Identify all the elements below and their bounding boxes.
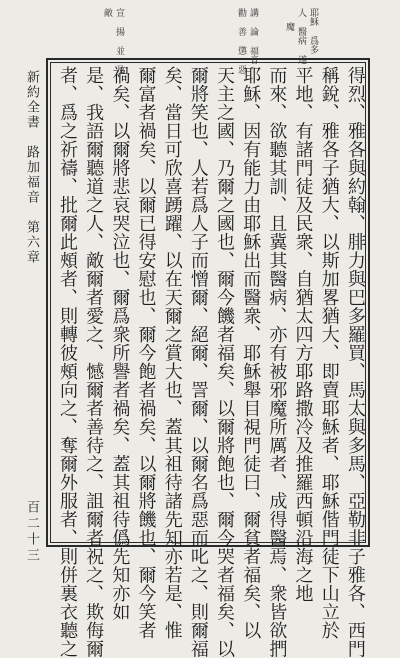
header-note: 勸 善 懲 惡 (236, 8, 246, 74)
text-column: 禍矣、以爾將悲哀哭泣也、爾爲衆所譽者禍矣、蓋其祖待僞先知亦如 (109, 66, 131, 621)
header-annotations (60, 8, 320, 74)
header-note: 敵 (102, 8, 112, 17)
header-note: 人 醫病 遂 (296, 8, 306, 64)
main-text (57, 66, 366, 658)
header-note: 耶穌 爲多 (308, 8, 318, 54)
text-column: 爾將笑也、人若爲人子而憎爾、絕爾、詈爾、以爾名爲惡而叱之、則爾福 (187, 66, 209, 658)
text-column: 平地、有諸門徒及民衆、自猶太四方耶路撒冷及推羅西頓沿海之地 (292, 66, 314, 603)
header-note: 魔 (284, 22, 294, 31)
header-note: 講 論 福音 (248, 8, 258, 64)
text-column: 耶穌、因有能力由耶穌出而醫衆、耶穌舉目視門徒曰、爾貧者福矣、以 (240, 66, 262, 640)
text-column: 是、我語爾聽道之人、敵爾者愛之、憾爾者善待之、詛爾者祝之、欺侮爾 (83, 66, 105, 658)
text-column: 天主之國、乃爾之國也、爾今饑者福矣、以爾將飽也、爾今哭者福矣、以 (214, 66, 236, 658)
text-column: 者、爲之祈禱、批爾此頰者、則轉彼頰向之、奪爾外服者、則併裏衣聽之 (57, 66, 78, 658)
page-number: 百二十三 (24, 500, 39, 564)
header-note: 宣 揚 並 及 (114, 8, 124, 74)
text-column: 得烈、雅各與約翰、腓力與巴多羅買、馬太與多馬、亞勒非子雅各、西門 (344, 66, 366, 658)
text-column: 而來、欲聽其訓、且冀其醫病、亦有被邪魔所厲者、成得醫焉、衆皆欲捫 (266, 66, 288, 658)
text-column: 矣、當日可欣喜踴躍、以在天爾之賞大也、蓋其祖待諸先知亦若是、惟 (161, 66, 183, 640)
text-column: 稱銳、雅各子猶大、以斯加畧猶大、即賣耶穌者、耶穌偕門徒下山立於 (318, 66, 340, 640)
text-column: 爾富者禍矣、以爾已得安慰也、爾今飽者禍矣、以爾將饑也、爾今笑者 (135, 66, 157, 640)
book-chapter-title: 新約全書 路加福音 第六章 (24, 70, 39, 265)
